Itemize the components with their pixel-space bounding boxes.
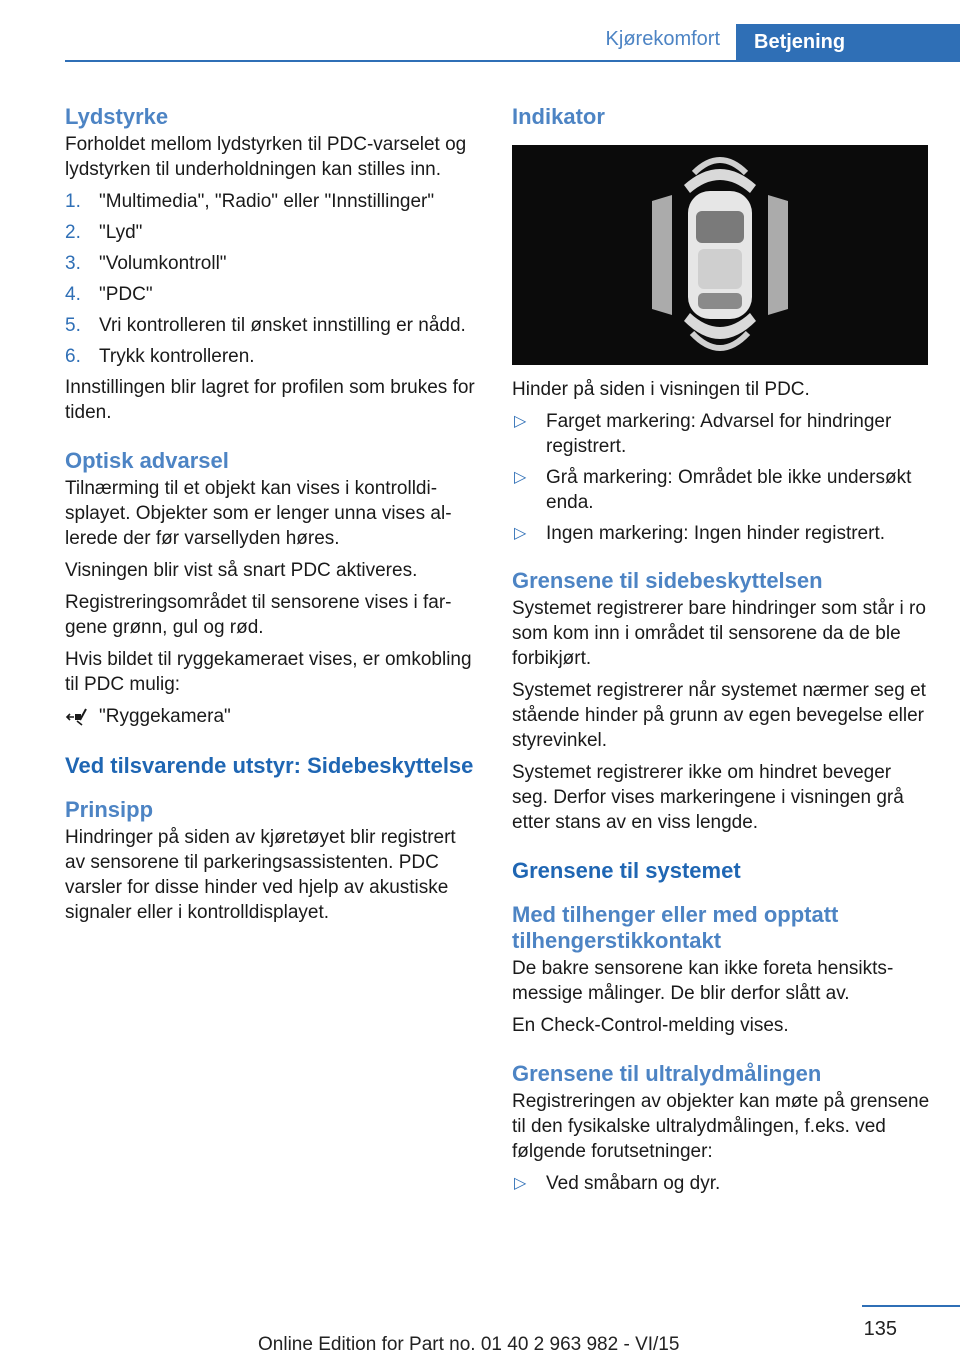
- header-rule: [65, 60, 960, 62]
- heading-ultralyd: Grensene til ultralydmålingen: [512, 1061, 822, 1086]
- step-text: "Lyd": [99, 222, 143, 243]
- step-text: "PDC": [99, 284, 153, 305]
- triangle-bullet-icon: ▷: [514, 469, 527, 486]
- grensene-side-p3: Systemet registrerer ikke om hindret beveger seg. Derfor vises markeringene i visningen grå etter stans av en viss lengde.: [512, 762, 904, 833]
- list-item: [65, 251, 477, 276]
- tilhenger-p2: En Check-Control-melding vises.: [512, 1015, 789, 1036]
- list-item: [512, 521, 932, 546]
- heading-grensene-system: Grensene til systemet: [512, 858, 741, 883]
- optisk-p1: Tilnærming til et objekt kan vises i kontrolldisplayet. Objekter som er lenger unna vises allerede der før varsellyden høres.: [65, 478, 452, 549]
- left-column: [65, 104, 477, 932]
- heading-ved-tilsvarende: Ved tilsvarende utstyr: Sidebeskyttelse: [65, 753, 474, 778]
- camera-label: "Ryggekamera": [99, 706, 231, 727]
- tilhenger-p1: De bakre sensorene kan ikke foreta hensiktsmessige målinger. De blir derfor slått av.: [512, 958, 894, 1004]
- list-item: [65, 189, 477, 214]
- heading-grensene-side: Grensene til sidebeskyttelsen: [512, 568, 823, 593]
- edition-text: Online Edition for Part no. 01 40 2 963 982 - VI/15: [258, 1334, 680, 1355]
- section-tab: Kjørekomfort: [605, 28, 720, 50]
- heading-tilhenger: Med tilhenger eller med opptatt tilhengerstikkontakt: [512, 902, 839, 953]
- heading-prinsipp: Prinsipp: [65, 797, 154, 822]
- step-number: 6.: [65, 346, 81, 367]
- optisk-p4: Hvis bildet til ryggekameraet vises, er omkobling til PDC mulig:: [65, 649, 472, 695]
- optisk-p2: Visningen blir vist så snart PDC aktiveres.: [65, 560, 418, 581]
- step-text: Trykk kontrolleren.: [99, 346, 255, 367]
- list-item: [65, 344, 477, 369]
- grensene-side-p2: Systemet registrerer når systemet nærmer seg et stående hinder på grunn av egen bevegelse eller styrevinkel.: [512, 680, 926, 751]
- list-item: [512, 465, 932, 515]
- heading-optisk: Optisk advarsel: [65, 448, 229, 473]
- list-item: [65, 313, 477, 338]
- step-number: 3.: [65, 253, 81, 274]
- list-item: [512, 1171, 932, 1196]
- figure-caption: Hinder på siden i visningen til PDC.: [512, 379, 810, 400]
- ultralyd-bullets: [512, 1171, 932, 1196]
- triangle-bullet-icon: ▷: [514, 1175, 527, 1192]
- triangle-bullet-icon: ▷: [514, 525, 527, 542]
- step-text: Vri kontrolleren til ønsket innstilling er nådd.: [99, 315, 466, 336]
- list-item: [512, 409, 932, 459]
- step-text: "Multimedia", "Radio" eller "Innstillinger": [99, 191, 435, 212]
- ultralyd-p1: Registreringen av objekter kan møte på grensene til den fysikalske ultralydmålingen, f.eks. ved følgende forutsetninger:: [512, 1091, 930, 1162]
- step-number: 5.: [65, 315, 81, 336]
- bullet-text: Ingen markering: Ingen hinder registrert.: [546, 523, 886, 544]
- pdc-car-illustration: [512, 145, 928, 365]
- step-text: "Volumkontroll": [99, 253, 227, 274]
- grensene-side-p1: Systemet registrerer bare hindringer som står i ro som kom inn i området til sensorene da de ble forbikjørt.: [512, 598, 926, 669]
- page-number: 135: [863, 1318, 897, 1340]
- step-number: 1.: [65, 191, 81, 212]
- bullet-text: Grå markering: Området ble ikke undersøkt enda.: [546, 467, 912, 513]
- lydstyrke-steps: [65, 189, 477, 369]
- indikator-bullets: [512, 409, 932, 546]
- page-header: [0, 0, 960, 62]
- list-item: [65, 282, 477, 307]
- lydstyrke-text: Forholdet mellom lydstyrken til PDC-varselet og lydstyrken til underholdningen kan stilles inn.: [65, 134, 467, 180]
- bullet-text: Farget markering: Advarsel for hindringer registrert.: [546, 411, 892, 457]
- right-column: [512, 104, 932, 1202]
- chapter-tab: Betjening: [736, 24, 960, 62]
- triangle-bullet-icon: ▷: [514, 413, 527, 430]
- heading-lydstyrke: Lydstyrke: [65, 104, 169, 129]
- footer-rule: [862, 1305, 960, 1307]
- step-number: 4.: [65, 284, 81, 305]
- pdc-side-view-figure: [512, 145, 928, 365]
- step-number: 2.: [65, 222, 81, 243]
- list-item: [65, 220, 477, 245]
- camera-row: [65, 704, 477, 729]
- optisk-p3: Registreringsområdet til sensorene vises i fargene grønn, gul og rød.: [65, 592, 452, 638]
- heading-indikator: Indikator: [512, 104, 605, 129]
- lydstyrke-after: Innstillingen blir lagret for profilen som brukes for tiden.: [65, 377, 475, 423]
- rear-camera-icon: [65, 706, 89, 726]
- prinsipp-text: Hindringer på siden av kjøretøyet blir registrert av sensorene til parkeringsassistenten. PDC varsler for disse hinder ved hjelp av akustiske signaler eller i kontrolldisplayet.: [65, 827, 456, 923]
- bullet-text: Ved småbarn og dyr.: [546, 1173, 721, 1194]
